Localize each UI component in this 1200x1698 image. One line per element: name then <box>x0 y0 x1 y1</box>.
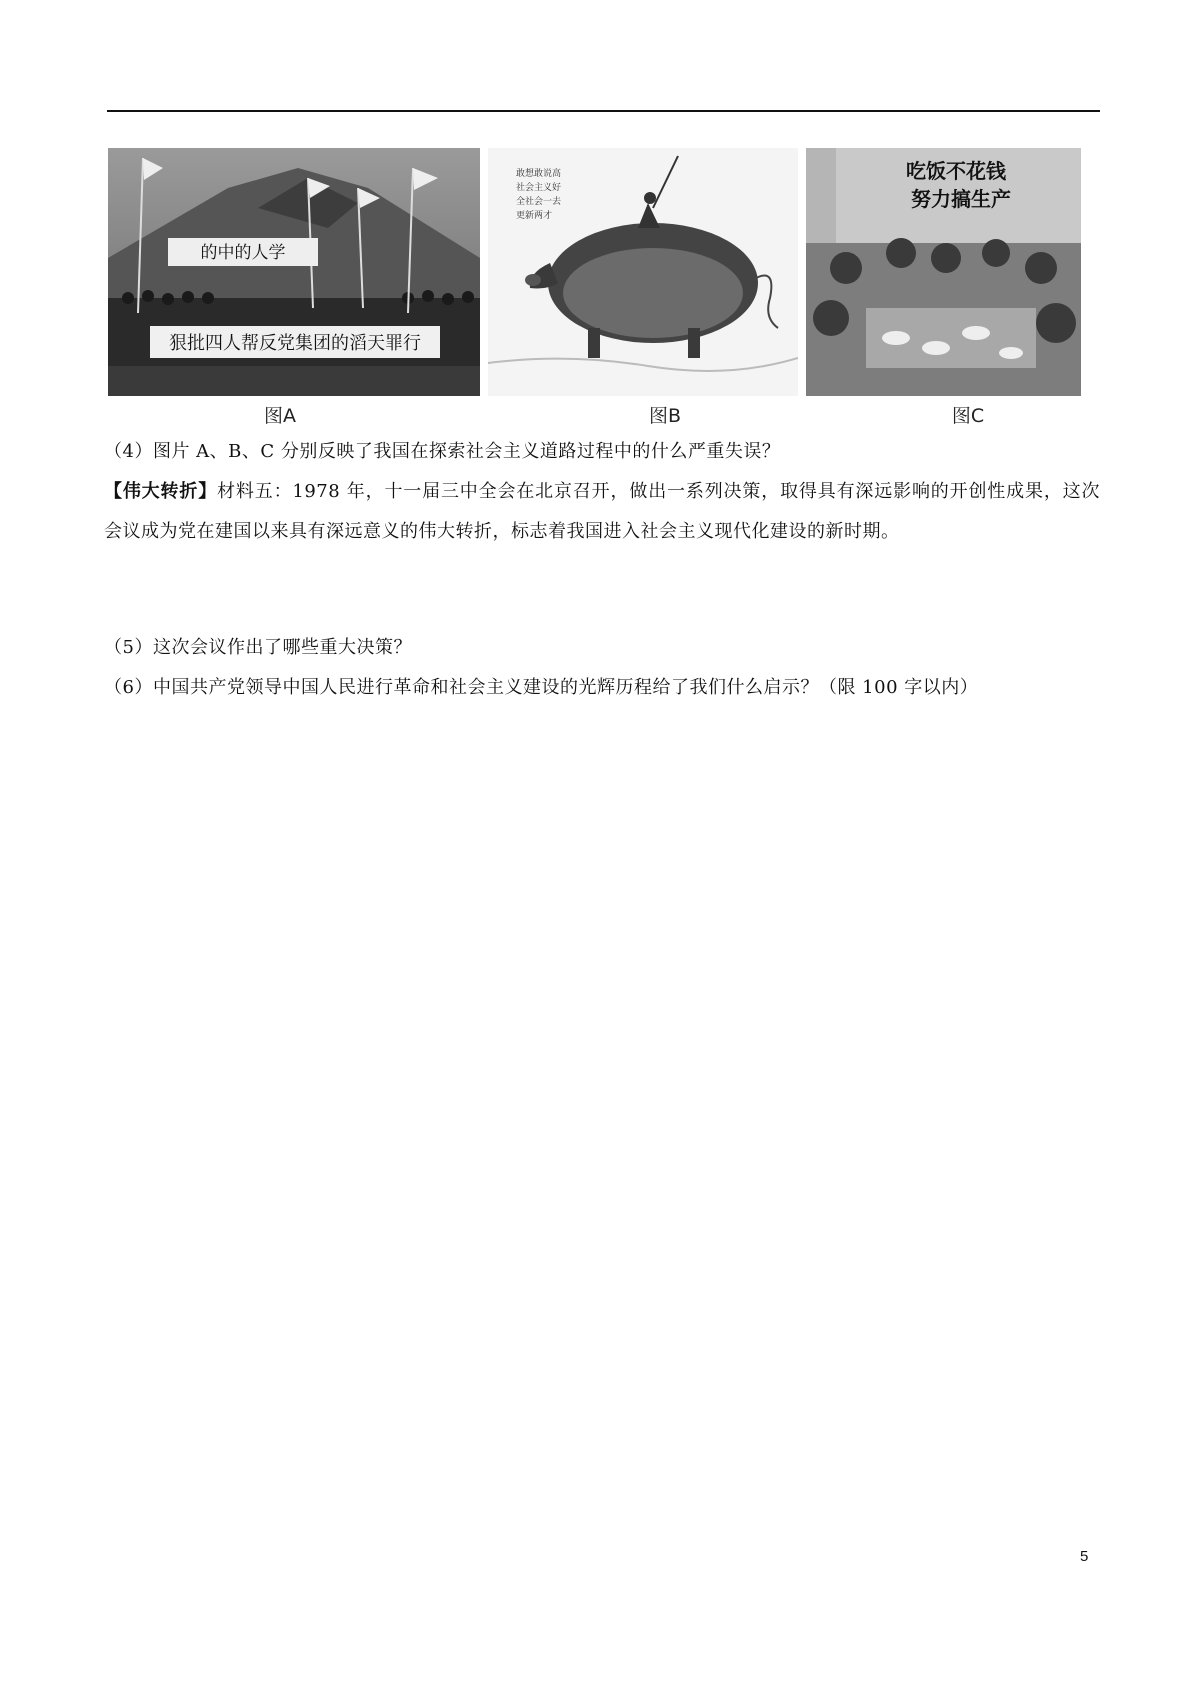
question-6: （6）中国共产党领导中国人民进行革命和社会主义建设的光辉历程给了我们什么启示？（限 100 字以内） <box>104 677 979 698</box>
figure-b-poem-line-1: 敢想敢说高 <box>516 169 562 179</box>
figure-b-poster <box>488 148 798 396</box>
header-rule <box>107 110 1100 112</box>
figure-row <box>108 148 1081 396</box>
figure-b-caption: 图B <box>648 405 682 427</box>
figure-a-photo <box>108 148 480 396</box>
figure-c-slogan-line-2: 努力搞生产 <box>911 187 1011 211</box>
question-4: （4）图片 A、B、C 分别反映了我国在探索社会主义道路过程中的什么严重失误？ <box>104 441 781 462</box>
material-5-text: 材料五：1978 年，十一届三中全会在北京召开，做出一系列决策，取得具有深远影响的开创性成果，这次会议成为党在建国以来具有深远意义的伟大转折，标志着我国进入社会主义现代化建设的新时期。 <box>104 481 1101 542</box>
figure-a-caption: 图A <box>264 405 296 427</box>
figure-b-poem-line-4: 更新两才 <box>516 211 553 221</box>
material-5-heading: 【伟大转折】 <box>104 481 218 502</box>
figure-c-photo <box>806 148 1081 396</box>
figure-b-poem-line-3: 全社会一去 <box>516 197 562 207</box>
material-5 <box>104 472 1100 552</box>
question-5: （5）这次会议作出了哪些重大决策？ <box>104 637 412 658</box>
figure-c-slogan-line-1: 吃饭不花钱 <box>906 159 1006 183</box>
figure-a-banner-top: 的中的人学 <box>200 243 286 263</box>
figure-c-caption: 图C <box>951 405 985 427</box>
figure-a-banner-bottom: 狠批四人帮反党集团的滔天罪行 <box>169 333 421 354</box>
page-number: 5 <box>1080 1548 1089 1565</box>
figure-b-poem-line-2: 社会主义好 <box>516 183 562 193</box>
